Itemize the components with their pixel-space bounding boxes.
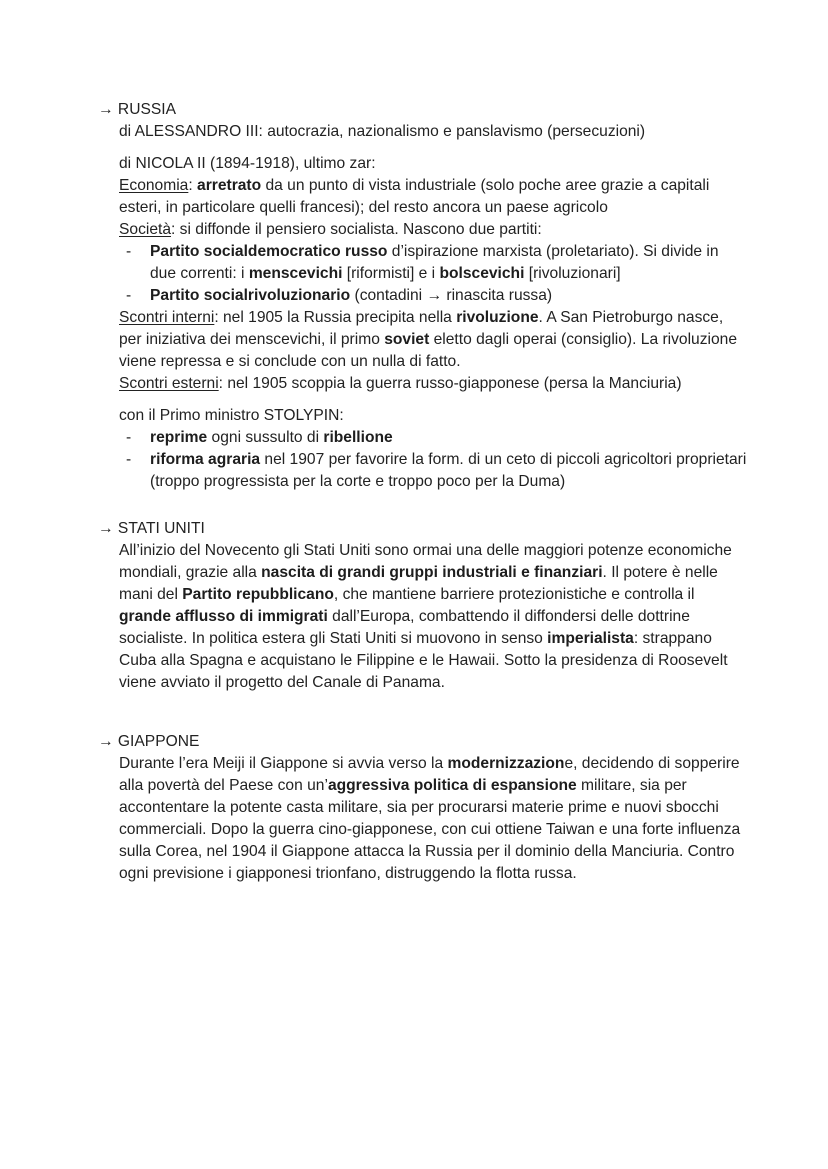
section-russia	[98, 99, 748, 493]
societa-paragraph: Società: si diffonde il pensiero socialista. Nascono due partiti:	[119, 221, 542, 238]
nicola-line: di NICOLA II (1894-1918), ultimo zar:	[119, 155, 376, 172]
scontri-esterni-paragraph: Scontri esterni: nel 1905 scoppia la guerra russo-giapponese (persa la Manciuria)	[119, 375, 682, 392]
scontri-esterni-label: Scontri esterni	[119, 375, 219, 392]
stolypin-line: con il Primo ministro STOLYPIN:	[119, 407, 344, 424]
section-stati-uniti	[98, 518, 748, 694]
giappone-paragraph: Durante l’era Meiji il Giappone si avvia verso la modernizzazione, decidendo di sopperire alla povertà del Paese con un’aggressiva politica di espansione militare, sia per accontentare la potente casta militare, sia per procurarsi materie prime e nuovi sbocchi commerciali. Dopo la guerra cino-giapponese, con cui ottiene Taiwan e una forte influenza sulla Corea, nel 1904 il Giappone attacca la Russia per il dominio della Manciuria. Contro ogni previsione i giapponesi trionfano, distruggendo la flotta russa.	[119, 755, 741, 882]
stati-uniti-paragraph: All’inizio del Novecento gli Stati Uniti sono ormai una delle maggiori potenze economiche mondiali, grazie alla nascita di grandi gruppi industriali e finanziari. Il potere è nelle mani del Partito repubblicano, che mantiene barriere protezionistiche e controlla il grande afflusso di immigrati dall’Europa, combattendo il diffondersi delle dottrine socialiste. In politica estera gli Stati Uniti si muovono in senso imperialista: strappano Cuba alla Spagna e acquistano le Filippine e le Hawaii. Sotto la presidenza di Roosevelt viene avviato il progetto del Canale di Panama.	[119, 542, 732, 691]
section-giappone	[98, 731, 748, 885]
bullet-dash: -	[126, 287, 132, 304]
giappone-heading: → GIAPPONE	[98, 733, 200, 750]
economia-paragraph: Economia: arretrato da un punto di vista industriale (solo poche aree grazie a capitali esteri, in particolare quelli francesi); del resto ancora un paese agricolo	[119, 177, 710, 216]
stati-uniti-heading: → STATI UNITI	[98, 520, 205, 537]
alessandro-line: di ALESSANDRO III: autocrazia, nazionalismo e panslavismo (persecuzioni)	[119, 123, 646, 140]
societa-label: Società	[119, 221, 172, 238]
bullet-dash: -	[126, 451, 132, 468]
list-item-partito-socialrivoluzionario: - Partito socialrivoluzionario (contadini → rinascita russa)	[119, 285, 748, 307]
scontri-interni-label: Scontri interni	[119, 309, 215, 326]
economia-label: Economia	[119, 177, 189, 194]
list-item-partito-socialdemocratico: - Partito socialdemocratico russo d’ispirazione marxista (proletariato). Si divide in due correnti: i menscevichi [riformisti] e i bolscevichi [rivoluzionari]	[126, 243, 719, 282]
bullet-dash: -	[126, 429, 132, 446]
list-item-riforma-agraria: - riforma agraria nel 1907 per favorire la form. di un ceto di piccoli agricoltori proprietari (troppo progressista per la corte e troppo poco per la Duma)	[126, 451, 747, 490]
list-item-reprime: - reprime ogni sussulto di ribellione	[119, 427, 748, 449]
bullet-dash: -	[126, 243, 132, 260]
scontri-interni-paragraph: Scontri interni: nel 1905 la Russia precipita nella rivoluzione. A San Pietroburgo nasce, per iniziativa dei menscevichi, il primo soviet eletto dagli operai (consiglio). La rivoluzione viene repressa e si conclude con un nulla di fatto.	[119, 309, 737, 370]
russia-heading: → RUSSIA	[98, 101, 176, 118]
